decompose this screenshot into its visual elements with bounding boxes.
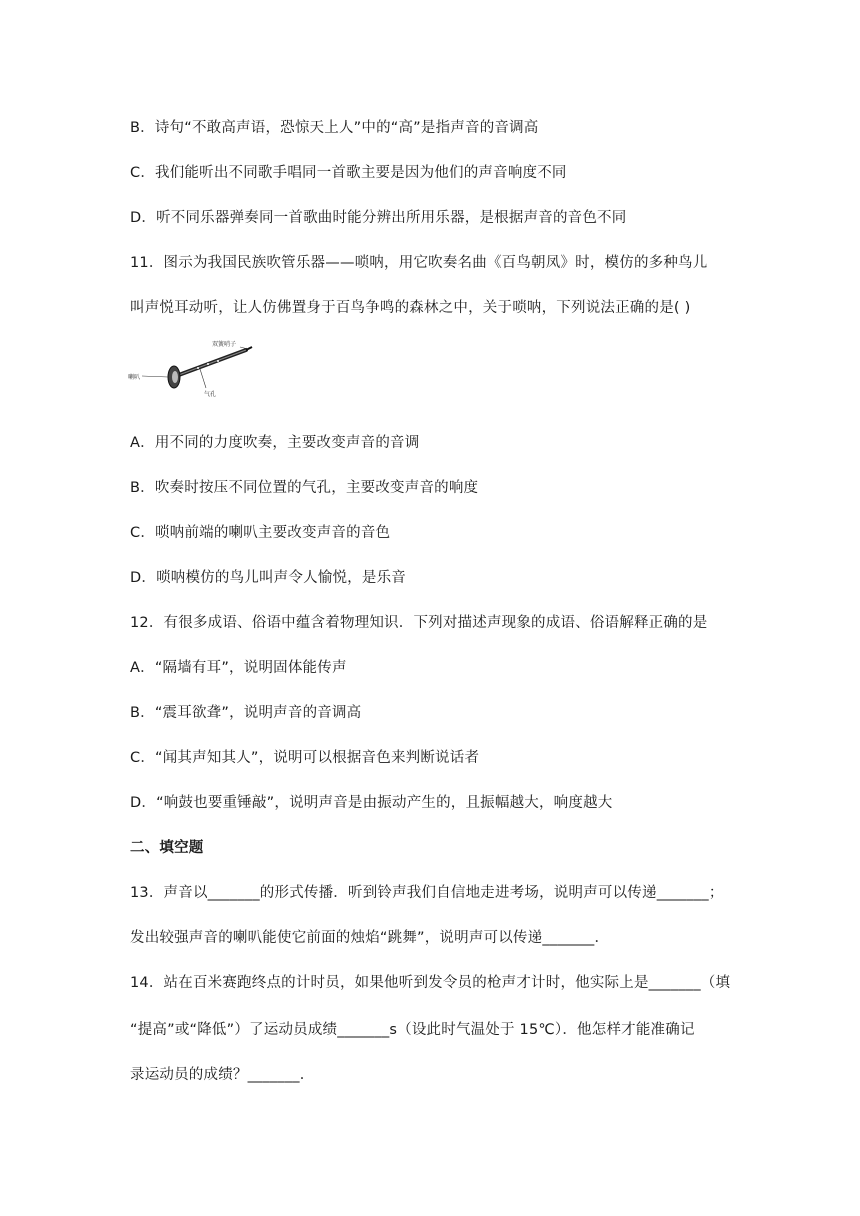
- q11-stem-line-2: 叫声悦耳动听，让人仿佛置身于百鸟争鸣的森林之中，关于唢呐，下列说法正确的是( ): [130, 300, 691, 316]
- q10-option-d: D．听不同乐器弹奏同一首歌曲时能分辨出所用乐器，是根据声音的音色不同: [130, 210, 627, 226]
- q11-option-b: B．吹奏时按压不同位置的气孔，主要改变声音的响度: [130, 480, 479, 496]
- q13-line-1: 13．声音以_______的形式传播．听到铃声我们自信地走进考场，说明声可以传递_______；: [130, 885, 724, 901]
- hole-label: 气孔: [204, 391, 217, 398]
- q12-option-d: D．“响鼓也要重锤敲”，说明声音是由振动产生的，且振幅越大，响度越大: [130, 795, 613, 811]
- q11-option-c: C．唢呐前端的喇叭主要改变声音的音色: [130, 525, 391, 541]
- q14-line-1: 14．站在百米赛跑终点的计时员，如果他听到发令员的枪声才计时，他实际上是_______（填: [130, 975, 731, 991]
- q10-option-c: C．我们能听出不同歌手唱同一首歌主要是因为他们的声音响度不同: [130, 165, 567, 181]
- q11-stem-line-1: 11．图示为我国民族吹管乐器——唢呐，用它吹奏名曲《百鸟朝凤》时，模仿的多种鸟儿: [130, 255, 708, 271]
- q12-option-c: C．“闻其声知其人”，说明可以根据音色来判断说话者: [130, 750, 480, 766]
- q11-option-d: D．唢呐模仿的鸟儿叫声令人愉悦，是乐音: [130, 570, 406, 586]
- q12-option-b: B．“震耳欲聋”，说明声音的音调高: [130, 705, 362, 721]
- q14-line-2: “提高”或“降低”）了运动员成绩_______s（设此时气温处于 15℃）．他怎样才能准确记: [130, 1022, 695, 1038]
- section-heading-fill-in: 二、填空题: [130, 840, 204, 856]
- q12-option-a: A．“隔墙有耳”，说明固体能传声: [130, 660, 347, 676]
- q14-line-3: 录运动员的成绩？_______．: [130, 1067, 315, 1083]
- suona-figure: [128, 336, 258, 412]
- q13-line-2: 发出较强声音的喇叭能使它前面的烛焰“跳舞”，说明声可以传递_______．: [130, 930, 610, 946]
- q10-option-b: B．诗句“不敢高声语，恐惊天上人”中的“高”是指声音的音调高: [130, 120, 539, 136]
- horn-label: 喇叭: [128, 374, 141, 381]
- q12-stem: 12．有很多成语、俗语中蕴含着物理知识．下列对描述声现象的成语、俗语解释正确的是: [130, 615, 708, 631]
- suona-illustration: [128, 336, 258, 412]
- q11-option-a: A．用不同的力度吹奏，主要改变声音的音调: [130, 435, 420, 451]
- reed-label: 双簧哨子: [212, 341, 237, 348]
